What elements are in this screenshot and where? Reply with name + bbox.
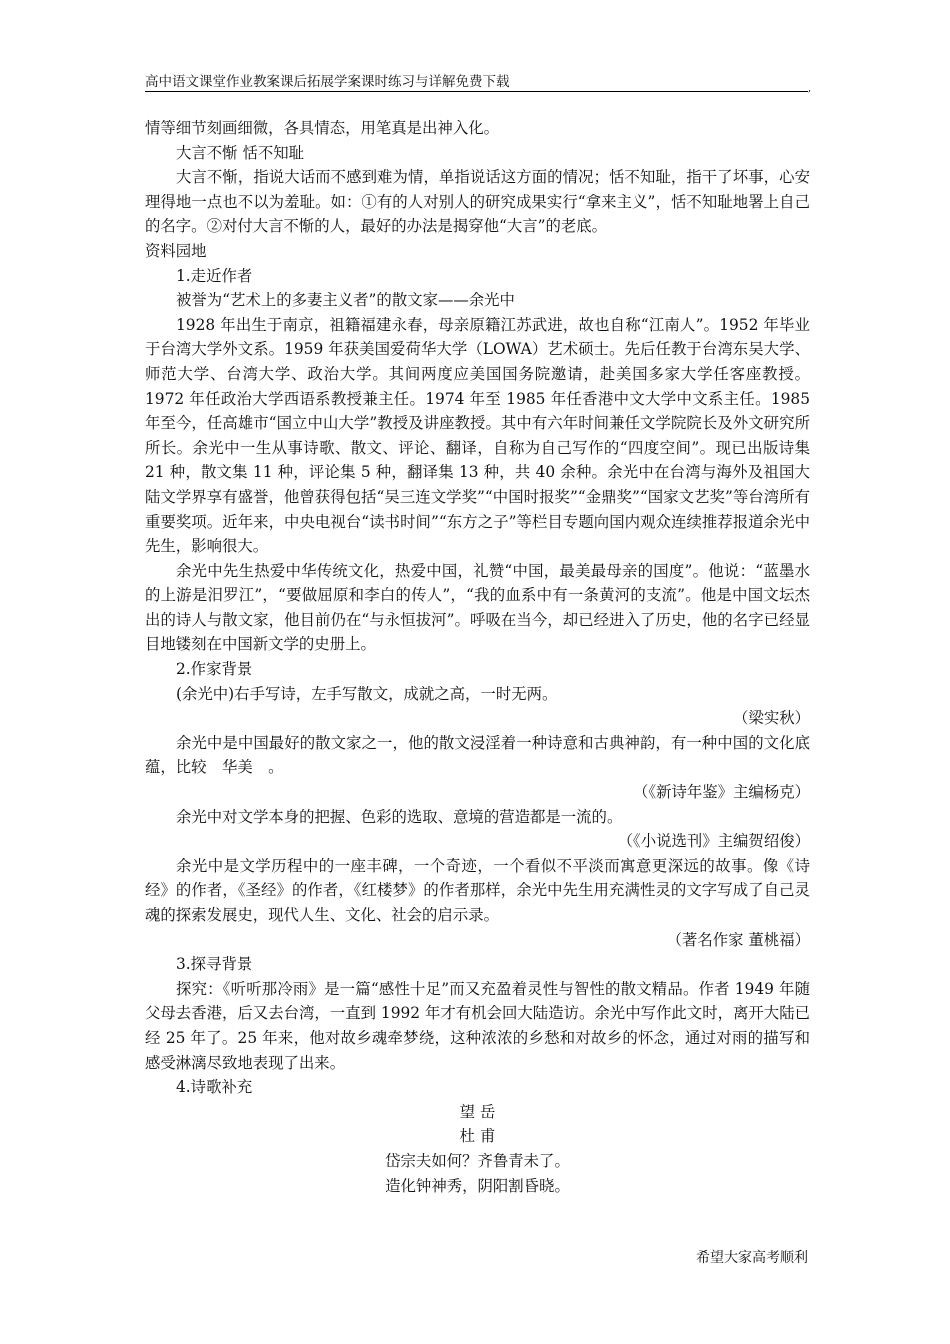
paragraph: 1928 年出生于南京，祖籍福建永春，母亲原籍江苏武进，故也自称“江南人”。1952 年毕业于台湾大学外文系。1959 年获美国爱荷华大学（LOWA）艺术硕士。先后任教于台湾东吴大学、师范大学、台湾大学、政治大学。其间两度应美国国务院邀请，赴美国多家大学任客座教授。1972 年任政治大学西语系教授兼主任。1974 年至 1985 年任香港中文大学中文系主任。1985 年至今，任高雄市“国立中山大学”教授及讲座教授。其中有六年时间兼任文学院院长及外文研究所所长。余光中一生从事诗歌、散文、评论、翻译，自称为自己写作的“四度空间”。现已出版诗集 21 种，散文集 11 种，评论集 5 种，翻译集 13 种，共 40 余种。余光中在台湾与海外及祖国大陆文学界享有盛誉，他曾获得包括“吴三连文学奖”“中国时报奖”“金鼎奖”“国家文艺奖”等台湾所有重要奖项。近年来，中央电视台“读书时间”“东方之子”等栏目专题向国内观众连续推荐报道余光中先生，影响很大。 — [145, 315, 810, 556]
section-title: 资料园地 — [145, 241, 207, 260]
quote-source: （梁实秋） — [733, 709, 810, 728]
paragraph: 余光中先生热爱中华传统文化，热爱中国，礼赞“中国，最美最母亲的国度”。他说：“蓝墨水的上游是汨罗江”，“要做屈原和李白的传人”，“我的血系中有一条黄河的支流”。他是中国文坛杰出的诗人与散文家，他目前仍在“与永恒拔河”。呼吸在当今，却已经进入了历史，他的名字已经显目地镂刻在中国新文学的史册上。 — [145, 561, 810, 654]
quote: (余光中)右手写诗，左手写散文，成就之高，一时无两。 — [176, 684, 558, 703]
document-body — [145, 116, 810, 1198]
poem-line: 造化钟神秀，阴阳割昏晓。 — [385, 1176, 570, 1195]
quote: 余光中是中国最好的散文家之一，他的散文浸淫着一种诗意和古典神韵，有一种中国的文化底蕴，比较 华美 。 — [145, 733, 810, 777]
page-header: 高中语文课堂作业教案课后拓展学案课时练习与详解免费下载 — [145, 74, 510, 90]
paragraph: 情等细节刻画细微，各具情态，用笔真是出神入化。 — [145, 119, 499, 137]
subsection-title: 1.走近作者 — [176, 266, 253, 285]
quote-source: （《小说选刊》主编贺绍俊） — [617, 832, 810, 851]
poem-title: 望 岳 — [459, 1102, 496, 1121]
subsection-title: 2.作家背景 — [176, 660, 253, 679]
paragraph: 探究：《听听那冷雨》是一篇“感性十足”而又充盈着灵性与智性的散文精品。作者 1949 年随父母去香港，后又去台湾，一直到 1992 年才有机会回大陆造访。余光中写作此文时，离开大陆已经 25 年了。25 年来，他对故乡魂牵梦绕，这种浓浓的乡愁和对故乡的怀念，通过对雨的描写和感受淋漓尽致地表现了出来。 — [145, 979, 810, 1072]
poem-author: 杜 甫 — [459, 1127, 496, 1146]
header-rule — [145, 91, 808, 92]
subsection-title: 4.诗歌补充 — [176, 1078, 253, 1097]
paragraph: 被誉为“艺术上的多妻主义者”的散文家——余光中 — [176, 291, 515, 310]
subsection-title: 3.探寻背景 — [176, 955, 253, 974]
quote-source: （《新诗年鉴》主编杨克） — [633, 783, 810, 802]
quote-source: （著名作家 董桃福） — [666, 930, 810, 949]
idiom-heading: 大言不惭 恬不知耻 — [176, 143, 305, 162]
paragraph: 大言不惭，指说大话而不感到难为情，单指说话这方面的情况；恬不知耻，指干了坏事，心安理得地一点也不以为羞耻。如：①有的人对别人的研究成果实行“拿来主义”，恬不知耻地署上自己的名字。②对付大言不惭的人，最好的办法是揭穿他“大言”的老底。 — [145, 168, 810, 236]
header-mark: , — [808, 83, 812, 94]
quote: 余光中对文学本身的把握、色彩的选取、意境的营造都是一流的。 — [176, 807, 623, 826]
quote: 余光中是文学历程中的一座丰碑，一个奇迹，一个看似不平淡而寓意更深远的故事。像《诗经》的作者，《圣经》的作者，《红楼梦》的作者那样，余光中先生用充满性灵的文字写成了自己灵魂的探索发展史，现代人生、文化、社会的启示录。 — [145, 856, 810, 924]
page-footer: 希望大家高考顺利 — [696, 1250, 808, 1266]
poem-line: 岱宗夫如何？齐鲁青未了。 — [385, 1151, 570, 1170]
